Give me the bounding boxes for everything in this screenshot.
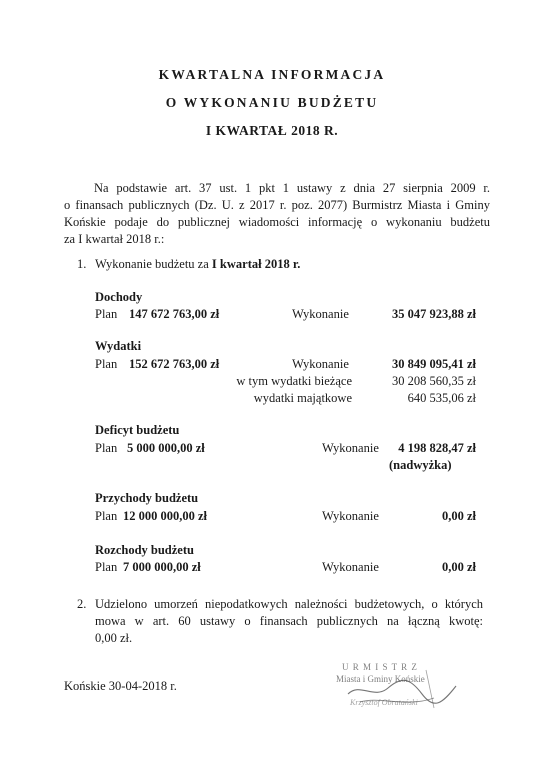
item-2-line-2: mowa w art. 60 ustawy o finansach publicznych na łączną kwotę: [95,614,483,628]
dochody-plan-value: 147 672 763,00 zł [129,307,220,321]
wydatki-capital-label: wydatki majątkowe [253,391,352,405]
wydatki-exec-value: 30 849 095,41 zł [391,357,476,371]
wydatki-heading: Wydatki [95,339,142,353]
item-2-line-1: Udzielono umorzeń niepodatkowych należności budżetowych, o których [95,597,483,611]
place-date: Końskie 30-04-2018 r. [64,679,177,693]
przychody-exec-value: 0,00 zł [441,509,476,523]
item-1-number: 1. [77,257,87,271]
wydatki-plan-label: Plan [95,357,118,371]
deficyt-heading: Deficyt budżetu [95,423,180,437]
wydatki-capital-value: 640 535,06 zł [407,391,476,405]
title-line-2: O WYKONANIU BUDŻETU [165,95,379,110]
dochody-exec-value: 35 047 923,88 zł [391,307,476,321]
dochody-plan-label: Plan [95,307,118,321]
intro-line-2: o finansach publicznych (Dz. U. z 2017 r. poz. 2077) Burmistrz Miasta i Gminy [64,198,490,212]
intro-line-4: za I kwartał 2018 r.: [64,232,165,246]
rozchody-plan-label: Plan [95,560,118,574]
intro-line-3: Końskie podaje do publicznej wiadomości informację o wykonaniu budżetu [64,215,490,229]
wydatki-plan-value: 152 672 763,00 zł [129,357,220,371]
przychody-heading: Przychody budżetu [95,491,199,505]
rozchody-plan-value: 7 000 000,00 zł [123,560,201,574]
przychody-plan-value: 12 000 000,00 zł [123,509,208,523]
wydatki-exec-label: Wykonanie [292,357,349,371]
item-1-text: Wykonanie budżetu za I kwartał 2018 r. [95,257,301,271]
item-2-line-3: 0,00 zł. [95,631,133,645]
wydatki-current-label: w tym wydatki bieżące [236,374,352,388]
przychody-plan-label: Plan [95,509,118,523]
deficyt-plan-label: Plan [95,441,118,455]
dochody-exec-label: Wykonanie [292,307,349,321]
dochody-heading: Dochody [95,290,143,304]
wydatki-current-value: 30 208 560,35 zł [391,374,476,388]
deficyt-note: (nadwyżka) [389,458,452,472]
title-line-3: I KWARTAŁ 2018 R. [205,123,339,138]
stamp-line-2: Miasta i Gminy Końskie [336,674,425,684]
deficyt-plan-value: 5 000 000,00 zł [127,441,205,455]
official-stamp [330,660,480,720]
rozchody-heading: Rozchody budżetu [95,543,194,557]
deficyt-exec-value: 4 198 828,47 zł [398,441,476,455]
title-line-1: KWARTALNA INFORMACJA [158,67,386,82]
rozchody-exec-value: 0,00 zł [441,560,476,574]
stamp-signature-name: Krzysztof Obratański [350,698,418,707]
rozchody-exec-label: Wykonanie [322,560,379,574]
przychody-exec-label: Wykonanie [322,509,379,523]
deficyt-exec-label: Wykonanie [322,441,379,455]
handwritten-signature [330,660,480,720]
intro-line-1: Na podstawie art. 37 ust. 1 pkt 1 ustawy z dnia 27 sierpnia 2009 r. [94,181,490,195]
item-2-number: 2. [77,597,87,611]
stamp-line-1: U R M I S T R Z [342,662,418,672]
